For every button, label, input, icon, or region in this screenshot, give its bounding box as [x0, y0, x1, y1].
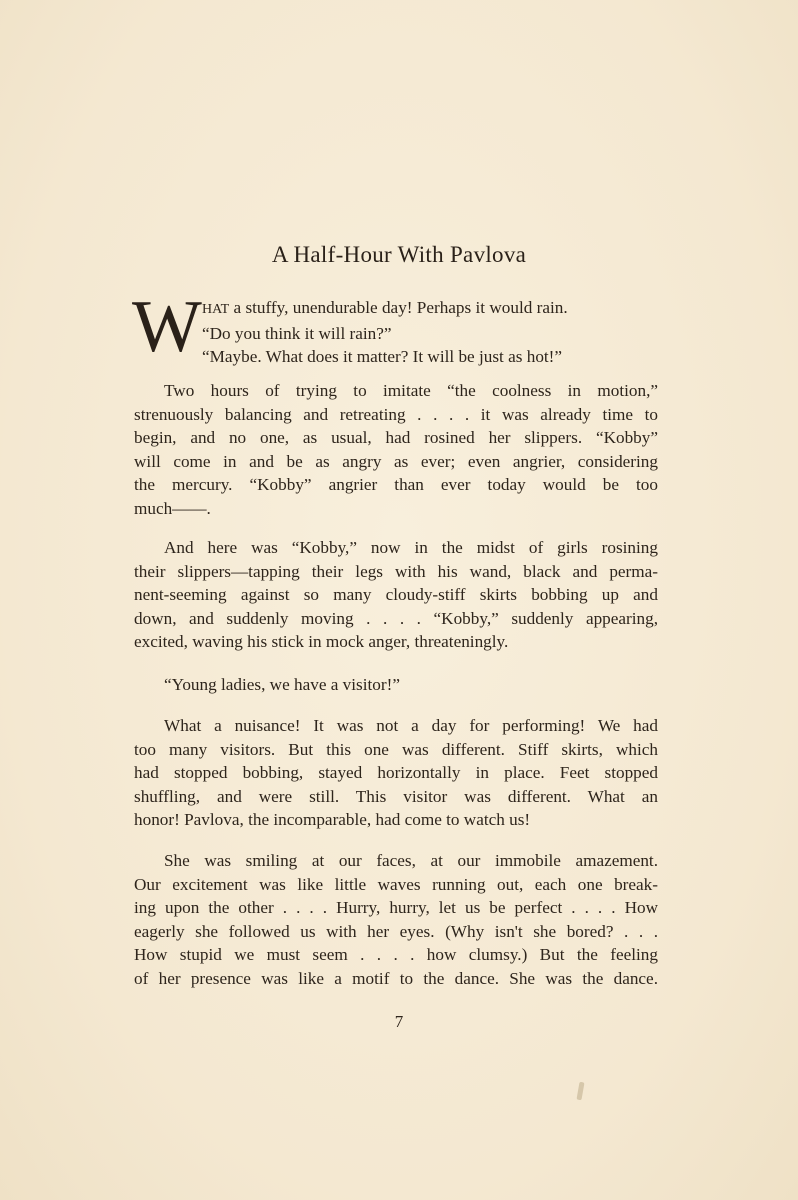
text-line: Two hours of trying to imitate “the coolness in motion,” — [164, 381, 658, 400]
text-line: nent-seeming against so many cloudy-stiff skirts bobbing up and — [134, 585, 658, 604]
paper-blemish — [576, 1082, 584, 1101]
text-line: She was smiling at our faces, at our immobile amazement. — [164, 851, 658, 870]
text-line: “Young ladies, we have a visitor!” — [164, 675, 400, 694]
paragraph-4 — [134, 673, 658, 697]
opening-small-caps: HAT — [202, 302, 230, 317]
text-line: honor! Pavlova, the incomparable, had come to watch us! — [134, 810, 531, 829]
paragraph-6 — [134, 849, 658, 990]
text-line: “Do you think it will rain?” — [202, 323, 392, 343]
text-line: strenuously balancing and retreating . . . . it was already time to — [134, 404, 658, 424]
paragraph-1 — [202, 296, 658, 369]
text-line: their slippers—tapping their legs with his wand, black and perma- — [134, 561, 658, 581]
text-line: begin, and no one, as usual, had rosined her slippers. “Kobby” — [134, 428, 658, 447]
paragraph-2 — [134, 379, 658, 520]
text-line: ing upon the other . . . . Hurry, hurry, let us be perfect . . . . How — [134, 898, 658, 917]
text-line: will come in and be as angry as ever; even angrier, considering — [134, 451, 658, 471]
page-number: 7 — [394, 1012, 404, 1031]
chapter-title: A Half-Hour With Pavlova — [271, 242, 527, 267]
text-line: How stupid we must seem . . . . how clumsy.) But the feeling — [134, 945, 658, 964]
paragraph-3 — [134, 536, 658, 654]
text-line: HAT a stuffy, unendurable day! Perhaps it would rain. — [202, 298, 568, 317]
text-line: too many visitors. But this one was different. Stiff skirts, which — [134, 739, 658, 759]
text-line: Our excitement was like little waves running out, each one break- — [134, 874, 658, 894]
text-line: had stopped bobbing, stayed horizontally in place. Feet stopped — [134, 763, 658, 782]
text-line: excited, waving his stick in mock anger, threateningly. — [134, 632, 509, 651]
text-line: eagerly she followed us with her eyes. (Why isn't she bored? . . . — [134, 921, 658, 941]
text-line: What a nuisance! It was not a day for performing! We had — [164, 716, 658, 735]
text-line: of her presence was like a motif to the dance. She was the dance. — [134, 968, 658, 988]
text-line: shuffling, and were still. This visitor was different. What an — [134, 786, 658, 806]
drop-cap-letter: W — [132, 286, 202, 368]
text-line: the mercury. “Kobby” angrier than ever today would be too — [134, 475, 658, 494]
text-line: much——. — [134, 498, 211, 518]
text-line: down, and suddenly moving . . . . “Kobby,” suddenly appearing, — [134, 608, 658, 628]
text-line: And here was “Kobby,” now in the midst of girls rosining — [164, 538, 658, 557]
text-line: “Maybe. What does it matter? It will be just as hot!” — [202, 347, 563, 366]
paragraph-5 — [134, 714, 658, 832]
